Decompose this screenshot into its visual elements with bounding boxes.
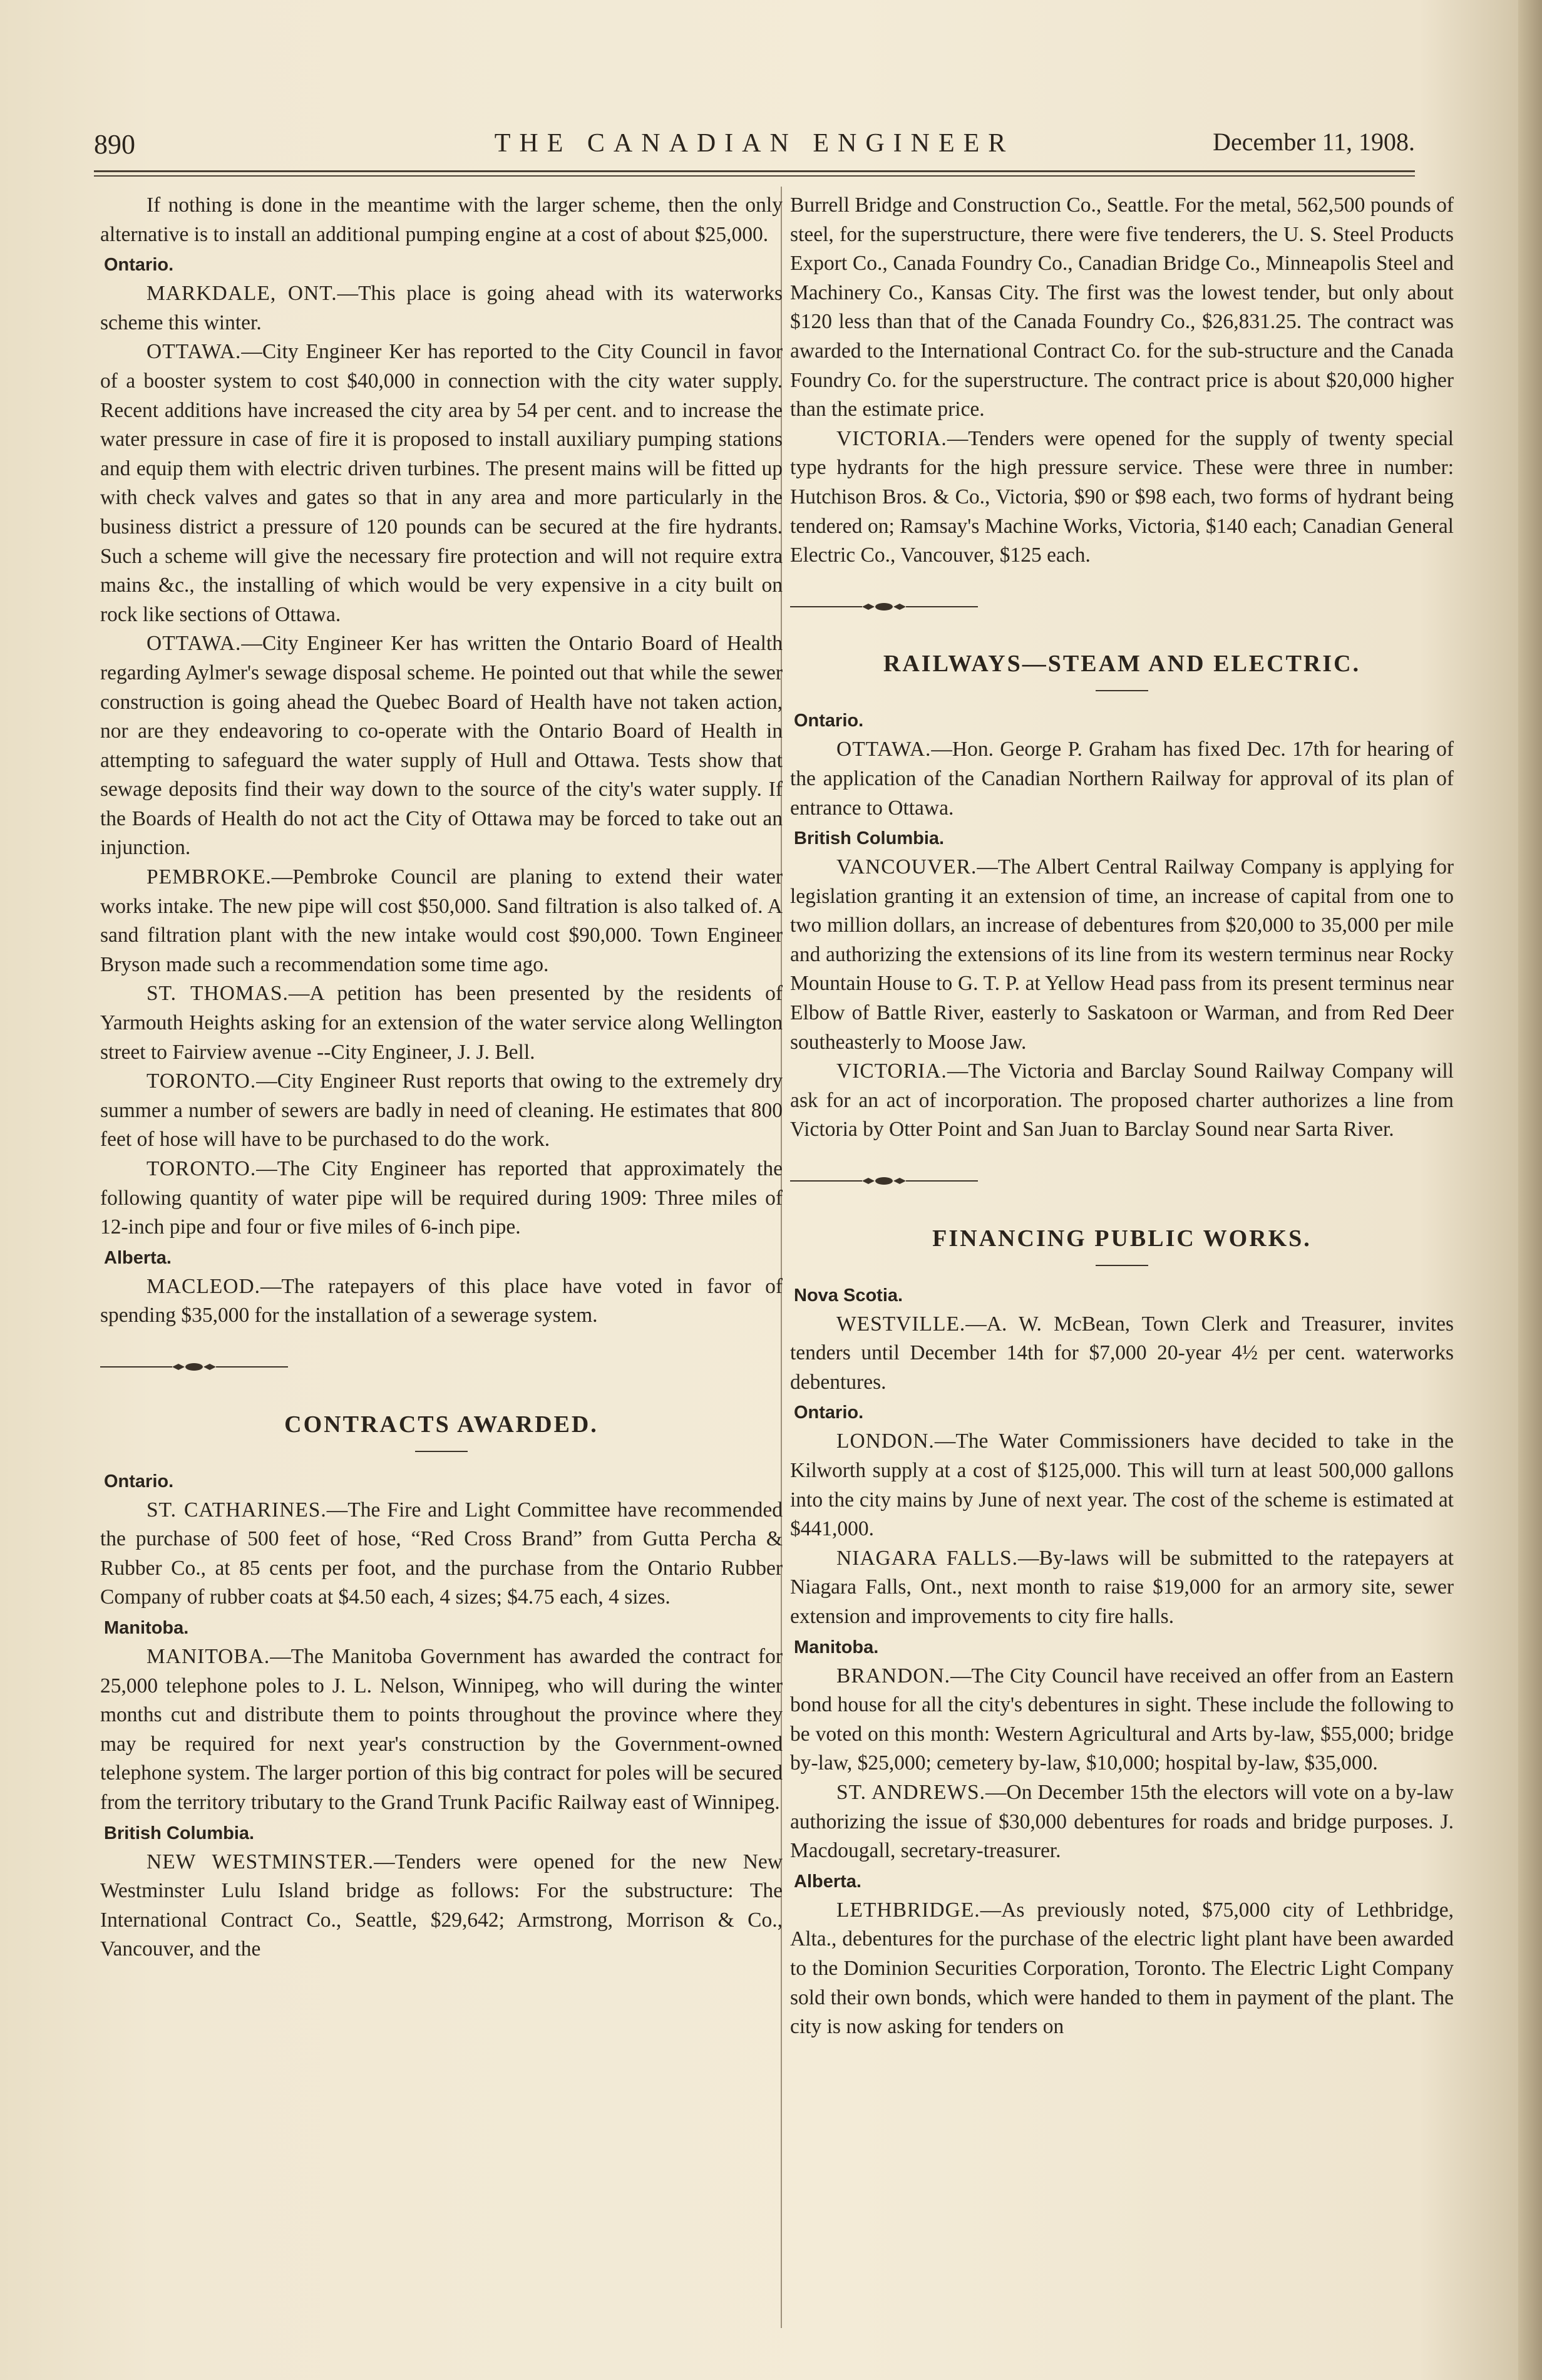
province-heading: Ontario. <box>104 255 174 276</box>
place-name: MACLEOD. <box>146 1274 261 1298</box>
paragraph-text: —The Albert Central Railway Company is applying for legislation granting it an extension of time, an increase of capital from one to two million dollars, an increase of debentures from $20,000 to 35,000 per mile and authorizing the extensions of its line from its western terminus near Rocky Mountain House to G. T. P. at Yellow Head pass from its present terminus near Elbow of Battle River, easterly to Saskatoon or Warman, and from Red Deer southeasterly to Moose Jaw. <box>790 855 1454 1054</box>
province-heading: Ontario. <box>104 1471 174 1491</box>
province-heading: Ontario. <box>794 711 864 731</box>
paragraph-westville <box>790 1310 1454 1398</box>
place-name: NIAGARA FALLS. <box>836 1546 1019 1570</box>
place-name: NEW WESTMINSTER. <box>146 1850 374 1873</box>
binding-edge <box>1518 0 1542 2380</box>
paragraph-pembroke <box>100 863 783 979</box>
section-rule <box>1096 690 1148 691</box>
paragraph-text: —City Engineer Ker has written the Ontario Board of Health regarding Aylmer's sewage disposal scheme. He pointed out that while the sewer construction is going ahead the Quebec Board of Health have not taken action, nor are they endeavoring to co-operate with the Ontario Board of Health in attempting to safeguard the water supply of Hull and Ottawa. Tests show that sewage deposits find their way down to the source of the city's water supply. If the Boards of Health do not act the City of Ottawa may be forced to take out an injunction. <box>100 632 783 860</box>
section-rule <box>1096 1265 1148 1266</box>
paragraph-text: —The Fire and Light Committee have recommended the purchase of 500 feet of hose, “Red Cross Brand” from Gutta Percha & Rubber Co., at 85 cents per foot, and the purchase from the Ontario Rubber Company of rubber coats at $4.50 each, 4 sizes; $4.75 each, 4 sizes. <box>100 1498 783 1609</box>
place-name: VANCOUVER. <box>836 855 977 879</box>
paragraph-text: —Pembroke Council are planing to extend their water works intake. The new pipe will cost $50,000. Sand filtration is also talked of. A sand filtration plant with the new intake would cost $90,000. Town Engineer Bryson made such a recommendation some time ago. <box>100 865 783 976</box>
province-heading: Alberta. <box>104 1247 172 1268</box>
paragraph-ottawa-railway <box>790 735 1454 823</box>
paragraph-victoria-hydrants <box>790 425 1454 570</box>
province-heading: Alberta. <box>794 1871 861 1892</box>
paragraph-text: —As previously noted, $75,000 city of Lethbridge, Alta., debentures for the purchase of the electric light plant have been awarded to the Dominion Securities Corporation, Toronto. The Electric Light Company sold their own bonds, which were handed to them in payment of the plant. The city is now asking for tenders on <box>790 1898 1454 2039</box>
paragraph-st-thomas <box>100 979 783 1067</box>
paragraph-text: —The City Council have received an offer from an Eastern bond house for all the city's debentures in sight. These include the following to be voted on this month: Western Agricultural and Arts by-law, $55,000; bridge by-law, $25,000; cemetery by-law, $10,000; hospital by-law, $35,000. <box>790 1664 1454 1775</box>
paragraph-niagara-falls <box>790 1544 1454 1632</box>
place-name: TORONTO. <box>146 1157 257 1180</box>
place-name: OTTAWA. <box>146 632 242 656</box>
paragraph-text: —Tenders were opened for the supply of twenty special type hydrants for the high pressure service. These were three in number: Hutchison Bros. & Co., Victoria, $90 or $98 each, two forms of hydrant being tendered on; Ramsay's Machine Works, Victoria, $140 each; Canadian General Electric Co., Vancouver, $125 each. <box>790 426 1454 567</box>
paragraph-text: —The Water Commissioners have decided to take in the Kilworth supply at a cost of $125,000. This will turn at least 500,000 gallons into the city mains by June of next year. The cost of the scheme is estimated at $441,000. <box>790 1430 1454 1541</box>
place-name: VICTORIA. <box>836 1059 947 1083</box>
paragraph-text: —By-laws will be submitted to the ratepayers at Niagara Falls, Ont., next month to raise $19,000 for an armory site, sewer extension and improvements to city fire halls. <box>790 1546 1454 1628</box>
province-heading: Ontario. <box>794 1403 864 1423</box>
place-name: VICTORIA. <box>836 426 947 450</box>
paragraph-st-andrews <box>790 1778 1454 1866</box>
place-name: LONDON. <box>836 1430 935 1453</box>
paragraph-macleod <box>100 1272 783 1331</box>
page-header <box>94 122 1415 166</box>
paragraph-text: —The Victoria and Barclay Sound Railway Company will ask for an act of incorporation. The proposed charter authorizes a line from Victoria by Otter Point and San Juan to Barclay Sound near Sarta River. <box>790 1059 1454 1141</box>
place-name: OTTAWA. <box>836 738 932 761</box>
paragraph-ottawa-sewage <box>100 629 783 863</box>
paragraph-text: —Tenders were opened for the new New Westminster Lulu Island bridge as follows: For the substructure: The International Contract Co., Seattle, $29,642; Armstrong, Morrison & Co., Vancouver, and the <box>100 1850 783 1961</box>
paragraph-london <box>790 1427 1454 1543</box>
place-name: BRANDON. <box>836 1664 951 1687</box>
header-rule <box>94 170 1415 172</box>
place-name: ST. THOMAS. <box>146 982 289 1006</box>
place-name: PEMBROKE. <box>146 865 272 889</box>
place-name: ST. CATHARINES. <box>146 1498 327 1522</box>
paragraph-text: —A. W. McBean, Town Clerk and Treasurer, invites tenders until December 14th for $7,000 20-year 4½ per cent. waterworks debentures. <box>790 1312 1454 1394</box>
paragraph-toronto-sewers <box>100 1067 783 1155</box>
paragraph-markdale <box>100 279 783 337</box>
paragraph-st-catharines <box>100 1496 783 1612</box>
place-name: WESTVILLE. <box>836 1312 966 1336</box>
header-rule-double <box>94 175 1415 177</box>
place-name: ST. ANDREWS. <box>836 1780 986 1804</box>
place-name: LETHBRIDGE. <box>836 1898 980 1922</box>
paragraph-text: —The City Engineer has reported that approximately the following quantity of water pipe will be required during 1909: Three miles of 12-inch pipe and four or five miles of 6-inch pipe. <box>100 1157 783 1239</box>
ornament-divider <box>790 1175 978 1187</box>
province-heading: British Columbia. <box>794 828 945 849</box>
paragraph-continued: Burrell Bridge and Construction Co., Seattle. For the metal, 562,500 pounds of steel, for the superstructure, there were five tenderers, the U. S. Steel Products Export Co., Canada Foundry Co., Canadian Bridge Co., Minneapolis Steel and Machinery Co., Kansas City. The first was the lowest tender, but only about $120 less than that of the Canada Foundry Co., $26,831.25. The contract was awarded to the International Contract Co. for the sub-structure and the Canada Foundry Co. for the superstructure. The contract price is about $20,000 higher than the estimate price. <box>790 193 1454 421</box>
journal-title: THE CANADIAN ENGINEER <box>494 129 1015 158</box>
paragraph-ottawa-booster <box>100 337 783 629</box>
ornament-divider <box>100 1361 288 1373</box>
paragraph-text: —Hon. George P. Graham has fixed Dec. 17th for hearing of the application of the Canadian Northern Railway for approval of its plan of entrance to Ottawa. <box>790 738 1454 820</box>
paragraph-toronto-pipe <box>100 1155 783 1242</box>
paragraph-text: —City Engineer Rust reports that owing to the extremely dry summer a number of sewers are badly in need of cleaning. He estimates that 800 feet of hose will have to be purchased to do the work. <box>100 1069 783 1151</box>
right-column <box>790 191 1454 2042</box>
paragraph-brandon <box>790 1662 1454 1778</box>
paragraph-text: —On December 15th the electors will vote on a by-law authorizing the issue of $30,000 debentures for roads and bridge purposes. J. Macdougall, secretary-treasurer. <box>790 1780 1454 1863</box>
issue-date: December 11, 1908. <box>1213 128 1415 156</box>
place-name: OTTAWA. <box>146 340 242 364</box>
paragraph-vancouver <box>790 853 1454 1057</box>
section-title-financing: FINANCING PUBLIC WORKS. <box>932 1225 1312 1252</box>
paragraph: If nothing is done in the meantime with the larger scheme, then the only alternative is to install an additional pumping engine at a cost of about $25,000. <box>100 193 783 246</box>
province-heading: Manitoba. <box>794 1637 879 1657</box>
paragraph-text: —This place is going ahead with its waterworks scheme this winter. <box>100 282 783 334</box>
section-rule <box>415 1451 468 1452</box>
paragraph-text: —The ratepayers of this place have voted in favor of spending $35,000 for the installation of a sewerage system. <box>100 1274 783 1327</box>
place-name: TORONTO. <box>146 1069 257 1093</box>
place-name: MARKDALE, ONT. <box>146 282 337 306</box>
page-number: 890 <box>94 129 135 160</box>
paragraph-new-westminster <box>100 1848 783 1964</box>
paragraph-manitoba <box>100 1642 783 1818</box>
province-heading: Manitoba. <box>104 1617 189 1638</box>
paragraph-text: —City Engineer Ker has reported to the City Council in favor of a booster system to cost $40,000 in connection with the city water supply. Recent additions have increased the city area by 54 per cent. and to increase the water pressure in case of fire it is proposed to install auxiliary pumping stations and equip them with electric driven turbines. The present mains will be fitted up with check valves and gates so that in any area and more particularly in the business district a pressure of 120 pounds can be secured at the fire hydrants. Such a scheme will give the necessary fire protection and will not require extra mains &c., the installing of which would be very expensive in a city built on rock like sections of Ottawa. <box>100 340 783 626</box>
province-heading: British Columbia. <box>104 1823 255 1843</box>
section-title-railways: RAILWAYS—STEAM AND ELECTRIC. <box>883 651 1361 677</box>
left-column <box>100 191 783 1964</box>
section-title-contracts: CONTRACTS AWARDED. <box>284 1411 599 1438</box>
paragraph-text: —The Manitoba Government has awarded the contract for 25,000 telephone poles to J. L. Nelson, Winnipeg, who will during the winter months cut and distribute them to points throughout the province where they may be required for next year's construction by the Government-owned telephone system. The larger portion of this big contract for poles will be secured from the territory tributary to the Grand Trunk Pacific Railway east of Winnipeg. <box>100 1644 783 1814</box>
ornament-divider <box>790 600 978 613</box>
paragraph-victoria-railway <box>790 1057 1454 1145</box>
paragraph-lethbridge <box>790 1896 1454 2042</box>
paragraph-text: —A petition has been presented by the residents of Yarmouth Heights asking for an extension of the water service along Wellington street to Fairview avenue --City Engineer, J. J. Bell. <box>100 982 783 1064</box>
place-name: MANITOBA. <box>146 1644 270 1668</box>
province-heading: Nova Scotia. <box>794 1285 903 1306</box>
